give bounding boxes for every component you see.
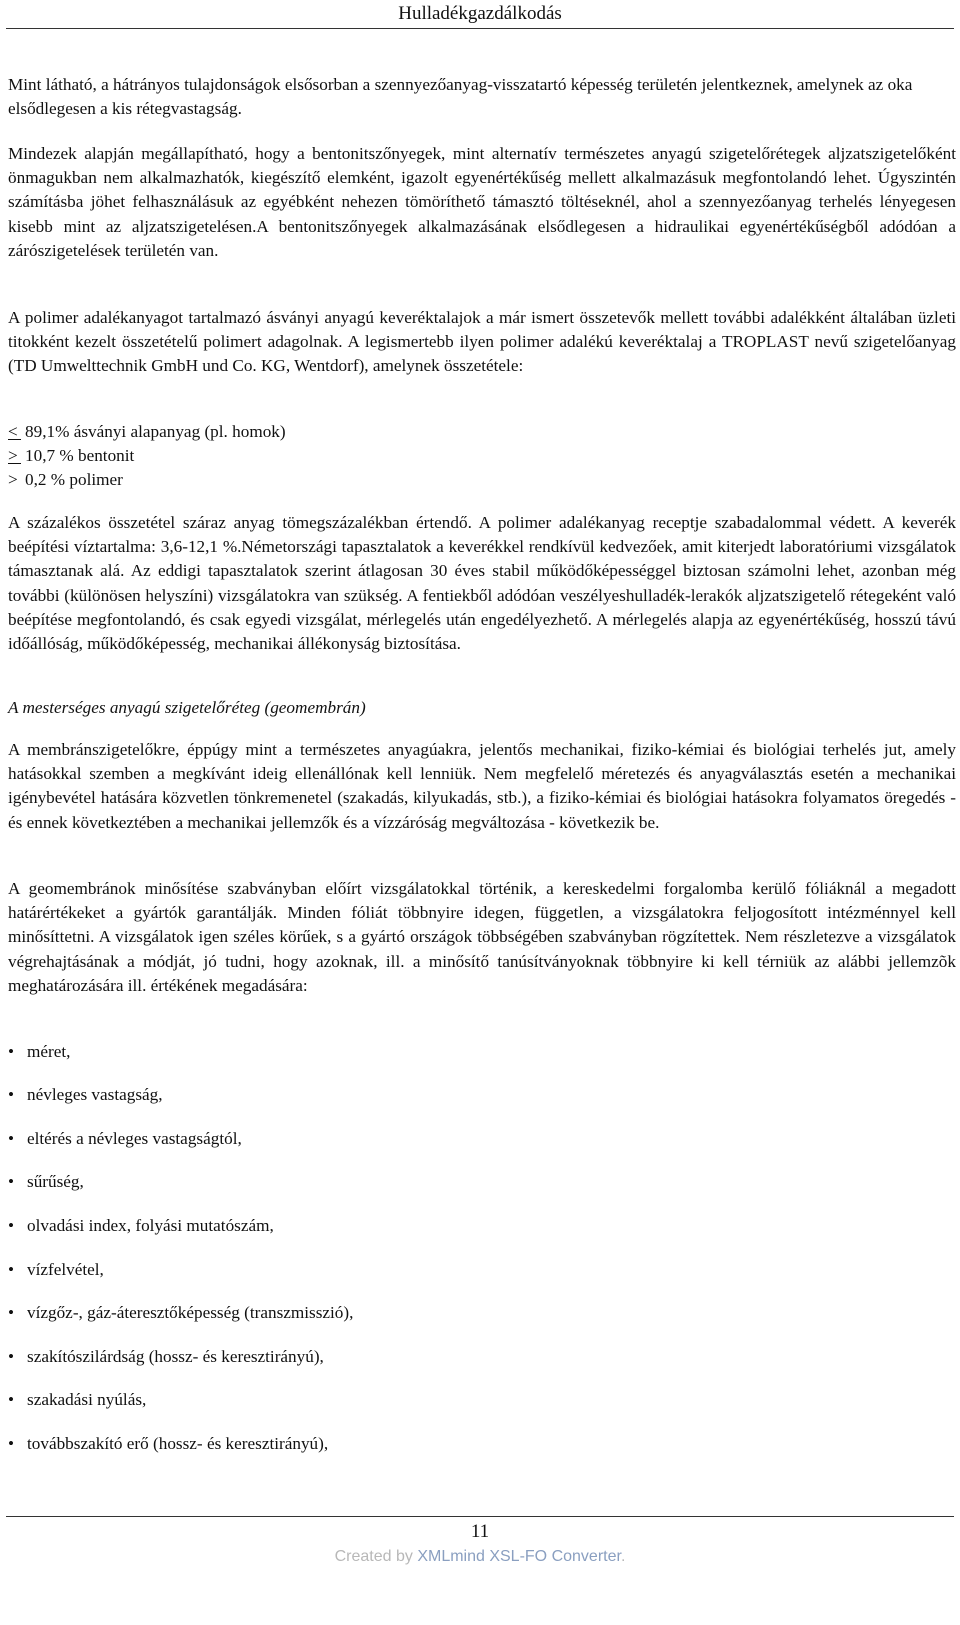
composition-item — [8, 444, 134, 468]
composition-text: 10,7 % bentonit — [25, 446, 135, 465]
list-item: • szakítószilárdság (hossz- és keresztirányú), — [8, 1345, 324, 1369]
paragraph-percentages: A százalékos összetétel száraz anyag tömegszázalékban értendő. A polimer adalékanyag receptje szabadalommal védett. A keverék beépítési víztartalma: 3,6-12,1 %.Németországi tapasztalatok a keverékkel rendkívül kedvezőek, amit kiterjedt laboratóriumi vizsgálatok támasztanak alá. Az eddigi tapasztalatok szerint átlagosan 30 éves stabil működőképességgel biztosan számolni lehet, azonban még további (különösen helyszíni) vizsgálatokra van szükség. A fentiekből adódóan veszélyeshulladék-lerakók aljzatszigetelő rétegeként való beépítése megfontolandó, és csak egyedi vizsgálat, mérlegelés után engedélyezhető. A mérlegelés alapja az egyenértékűség, hosszú távú időállóság, működőképesség, mechanikai állékonyság biztosítása. — [8, 513, 956, 654]
paragraph-geomembrane-testing: A geomembránok minősítése szabványban előírt vizsgálatokkal történik, a kereskedelmi forgalomba kerülő fóliáknál a megadott határértékeket a gyártók garantálják. Minden fóliát többnyire idegen, független, a vizsgálatokra feljogosított intézménnyel kell minősíttetni. A vizsgálatok igen széles körűek, s a gyártó országok többségében szabványban rögzítettek. Nem részletezve a vizsgálatok végrehajtásának a módját, jó tudni, hogy azoknak, ill. a minősítő tanúsítványoknak többnyire ki kell térniük az alábbi jellemzõk meghatározására ill. értékének megadására: — [8, 879, 956, 995]
section-heading-geomembrane: A mesterséges anyagú szigetelőréteg (geomembrán) — [8, 698, 366, 717]
bullet-icon: • — [8, 1129, 15, 1148]
converter-credit: Created by XMLmind XSL-FO Converter. — [334, 1548, 626, 1565]
composition-text: 0,2 % polimer — [25, 470, 123, 489]
greater-or-equal-symbol: > — [8, 446, 18, 465]
greater-than-symbol: > — [8, 470, 18, 489]
header-divider — [6, 28, 954, 29]
bullet-icon: • — [8, 1434, 15, 1453]
bullet-icon: • — [8, 1085, 15, 1104]
composition-text: 89,1% ásványi alapanyag (pl. homok) — [25, 422, 286, 441]
paragraph-membrane-loads: A membránszigetelőkre, éppúgy mint a természetes anyagúakra, jelentős mechanikai, fiziko-kémiai és biológiai terhelés jut, amely hatásokkal szemben a megkívánt ideig ellenállónak kell lenniük. Nem megfelelő méretezés és anyagválasztás esetén a mechanikai igénybevétel hatására közvetlen tönkremenetel (szakadás, kilyukadás, stb.), a fiziko-kémiai és biológiai hatásokra folyamatos öregedés - és ennek következtében a mechanikai jellemzők és a vízzáróság megváltozása - következik be. — [8, 740, 956, 832]
list-item: • méret, — [8, 1040, 70, 1064]
list-item: • szakadási nyúlás, — [8, 1388, 146, 1412]
list-item: • vízgőz-, gáz-áteresztőképesség (transzmisszió), — [8, 1301, 353, 1325]
bullet-icon: • — [8, 1216, 15, 1235]
paragraph-bentonite-mats: Mindezek alapján megállapítható, hogy a bentonitszőnyegek, mint alternatív természetes anyagú szigetelőrétegek aljzatszigetelőként önmagukban nem alkalmazhatók, kiegészítő elemként, igazolt egyenértékűség mellett alkalmazásuk megfontolandó lehet. Úgyszintén számításba jöhet felhasználásuk az egyébként nehezen tömöríthető támasztó töltéseknél, ahol a szennyezőanyag terhelés lényegesen kisebb mint az aljzatszigetelésen.A bentonitszőnyegek alkalmazásának elsődlegesen a hidraulikai egyenértékűségből adódóan a zárószigetelések területén van. — [8, 144, 956, 260]
list-item: • névleges vastagság, — [8, 1083, 163, 1107]
list-item: • vízfelvétel, — [8, 1258, 104, 1282]
footer-divider — [6, 1516, 954, 1517]
less-or-equal-symbol: < — [8, 422, 18, 441]
bullet-icon: • — [8, 1172, 15, 1191]
list-item: • olvadási index, folyási mutatószám, — [8, 1214, 274, 1238]
bullet-icon: • — [8, 1303, 15, 1322]
composition-item — [8, 468, 123, 492]
bullet-icon: • — [8, 1347, 15, 1366]
list-item: • eltérés a névleges vastagságtól, — [8, 1127, 242, 1151]
bullet-icon: • — [8, 1260, 15, 1279]
converter-brand-link[interactable]: XMLmind XSL-FO Converter — [417, 1548, 621, 1565]
composition-item — [8, 420, 286, 444]
list-item: • továbbszakító erő (hossz- és keresztirányú), — [8, 1432, 328, 1456]
bullet-icon: • — [8, 1390, 15, 1409]
bullet-icon: • — [8, 1042, 15, 1061]
page-header — [0, 0, 960, 30]
header-title: Hulladékgazdálkodás — [398, 3, 562, 24]
page-number: 11 — [470, 1521, 490, 1542]
paragraph-polymer-admixture: A polimer adalékanyagot tartalmazó ásványi anyagú keveréktalajok a már ismert összetevők mellett további adalékként általában üzleti titokként kezelt összetételű polimert adagolnak. A legismertebb ilyen polimer adalékú keveréktalaj a TROPLAST nevű szigetelőanyag (TD Umwelttechnik GmbH und Co. KG, Wentdorf), amelynek összetétele: — [8, 308, 956, 376]
list-item: • sűrűség, — [8, 1170, 84, 1194]
paragraph-drawbacks: Mint látható, a hátrányos tulajdonságok elsősorban a szennyezőanyag-visszatartó képesség területén jelentkeznek, amelynek az oka elsődlegesen a kis rétegvastagság. — [8, 75, 913, 119]
